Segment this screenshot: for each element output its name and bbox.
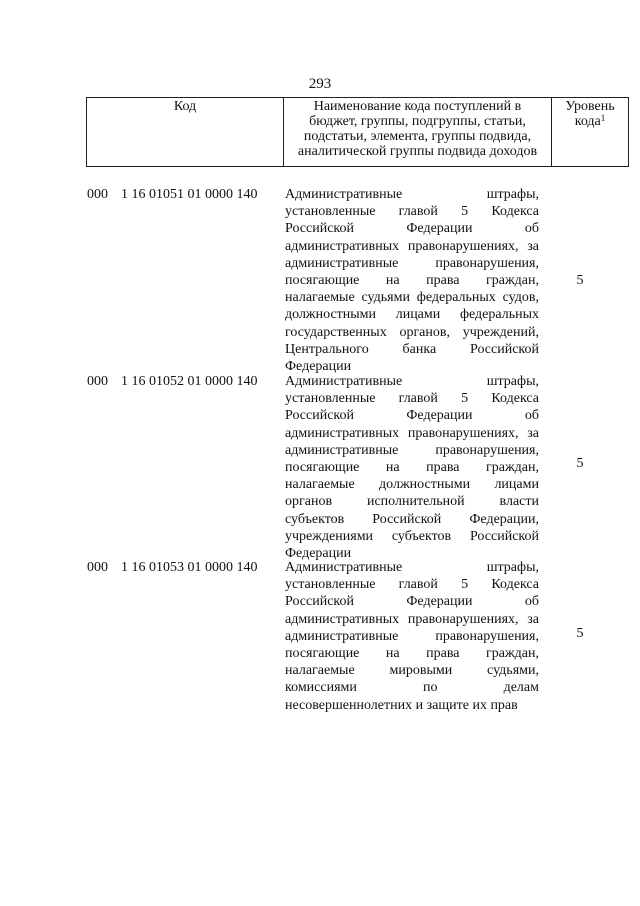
description-line: должностными лицами федеральных bbox=[285, 307, 539, 323]
description-line: Административные штрафы, bbox=[285, 560, 539, 575]
code-description bbox=[285, 186, 539, 375]
header-row bbox=[87, 98, 629, 167]
header-name-line: бюджет, группы, подгруппы, статьи, bbox=[309, 114, 526, 129]
header-level-line2-wrap bbox=[555, 114, 625, 129]
code-description bbox=[285, 373, 539, 562]
description-line: налагаемые судьями федеральных судов, bbox=[285, 290, 539, 306]
description-line: установленные главой 5 Кодекса bbox=[285, 391, 539, 407]
description-line: административные правонарушения, bbox=[285, 628, 539, 644]
code-level: 5 bbox=[576, 626, 584, 641]
code-level: 5 bbox=[576, 456, 584, 471]
admin-code: 000 bbox=[87, 560, 108, 575]
description-line: Федерации bbox=[285, 545, 352, 561]
header-name-line: Наименование кода поступлений в bbox=[313, 99, 522, 114]
description-line: административных правонарушениях, за bbox=[285, 425, 539, 441]
description-line: Административные штрафы, bbox=[285, 374, 539, 389]
admin-code: 000 bbox=[87, 187, 108, 202]
description-line: посягающие на права граждан, bbox=[285, 645, 539, 661]
header-level-line2: кода bbox=[574, 114, 601, 129]
header-name-cell bbox=[284, 98, 552, 167]
description-line: субъектов Российской Федерации, bbox=[285, 511, 539, 527]
description-line: Федерации bbox=[285, 358, 352, 374]
description-line: установленные главой 5 Кодекса bbox=[285, 204, 539, 220]
page-number: 293 bbox=[308, 76, 332, 92]
description-line: Административные штрафы, bbox=[285, 187, 539, 202]
table-header bbox=[86, 97, 629, 167]
income-code bbox=[87, 373, 258, 390]
description-line: органов исполнительной власти bbox=[285, 494, 539, 510]
header-name-line: подстатьи, элемента, группы подвида, bbox=[303, 129, 532, 144]
description-line: налагаемые должностными лицами bbox=[285, 477, 539, 493]
description-line: посягающие на права граждан, bbox=[285, 272, 539, 288]
description-line: Российской Федерации об bbox=[285, 221, 539, 237]
description-line: административных правонарушениях, за bbox=[285, 238, 539, 254]
footnote-marker: 1 bbox=[600, 113, 606, 123]
code-level: 5 bbox=[576, 273, 584, 288]
description-line: учреждениями субъектов Российской bbox=[285, 528, 539, 544]
description-line: посягающие на права граждан, bbox=[285, 459, 539, 475]
income-code bbox=[87, 559, 258, 576]
income-code bbox=[87, 186, 258, 203]
admin-code: 000 bbox=[87, 374, 108, 389]
description-line: налагаемые мировыми судьями, bbox=[285, 663, 539, 679]
description-line: Российской Федерации об bbox=[285, 408, 539, 424]
description-line: Российской Федерации об bbox=[285, 594, 539, 610]
description-line: административные правонарушения, bbox=[285, 442, 539, 458]
budget-classification-code: 1 16 01053 01 0000 140 bbox=[121, 560, 258, 575]
description-line: комиссиями по делам bbox=[285, 680, 539, 696]
header-level-line1: Уровень bbox=[565, 99, 615, 114]
header-name-line: аналитической группы подвида доходов bbox=[297, 144, 538, 159]
description-line: административные правонарушения, bbox=[285, 255, 539, 271]
header-code-label: Код bbox=[173, 99, 197, 114]
header-code-cell bbox=[87, 98, 284, 167]
code-description bbox=[285, 559, 539, 714]
description-line: Центрального банка Российской bbox=[285, 341, 539, 357]
budget-classification-code: 1 16 01051 01 0000 140 bbox=[121, 187, 258, 202]
budget-classification-code: 1 16 01052 01 0000 140 bbox=[121, 374, 258, 389]
header-level-cell bbox=[552, 98, 629, 167]
description-line: административных правонарушениях, за bbox=[285, 611, 539, 627]
description-line: установленные главой 5 Кодекса bbox=[285, 577, 539, 593]
description-line: государственных органов, учреждений, bbox=[285, 324, 539, 340]
description-line: несовершеннолетних и защите их прав bbox=[285, 697, 518, 713]
